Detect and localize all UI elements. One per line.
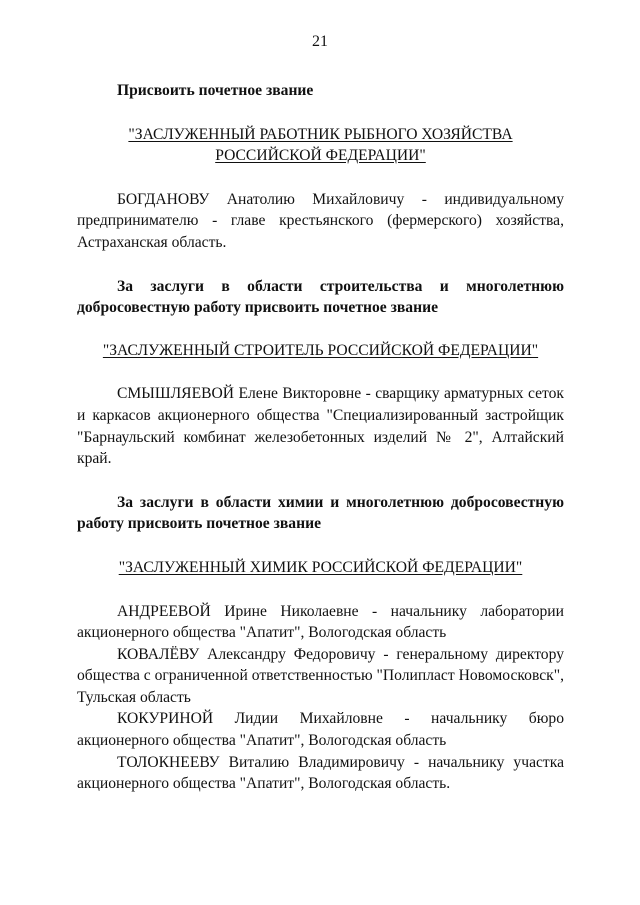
section-intro-chemistry: За заслуги в области химии и многолетнюю добросовестную работу присвоить почетное звание xyxy=(77,493,564,533)
title-builder xyxy=(77,340,564,362)
awardee-kokurina: КОКУРИНОЙ Лидии Михайловне - начальнику бюро акционерного общества "Апатит", Вологодская область xyxy=(77,710,564,750)
awardee-kovalev: КОВАЛЁВУ Александру Федоровичу - генеральному директору общества с ограниченной ответственностью "Полипласт Новомосковск", Тульская область xyxy=(77,645,564,706)
awardee-smyshlyaeva: СМЫШЛЯЕВОЙ Елене Викторовне - сварщику арматурных сеток и каркасов акционерного общества "Специализированный застройщик "Барнаульский комбинат железобетонных изделий № 2", Алтайский край. xyxy=(77,385,564,468)
awardee-andreeva: АНДРЕЕВОЙ Ирине Николаевне - начальнику лаборатории акционерного общества "Апатит", Вологодская область xyxy=(77,602,564,642)
section-intro-construction: За заслуги в области строительства и многолетнюю добросовестную работу присвоить почетное звание xyxy=(77,277,564,317)
title-builder-line-1: "ЗАСЛУЖЕННЫЙ СТРОИТЕЛЬ РОССИЙСКОЙ ФЕДЕРАЦИИ" xyxy=(102,341,539,359)
awardee-tolokneev: ТОЛОКНЕЕВУ Виталию Владимировичу - начальнику участка акционерного общества "Апатит", Вологодская область. xyxy=(77,753,564,793)
title-chemist-line-1: "ЗАСЛУЖЕННЫЙ ХИМИК РОССИЙСКОЙ ФЕДЕРАЦИИ" xyxy=(118,558,523,576)
title-fishery-line-2: РОССИЙСКОЙ ФЕДЕРАЦИИ" xyxy=(215,147,426,165)
awardee-bogdanov: БОГДАНОВУ Анатолию Михайловичу - индивидуальному предпринимателю - главе крестьянского (фермерского) хозяйства, Астраханская область. xyxy=(77,190,564,251)
page-number: 21 xyxy=(312,33,328,50)
title-fishery-line-1: "ЗАСЛУЖЕННЫЙ РАБОТНИК РЫБНОГО ХОЗЯЙСТВА xyxy=(128,125,513,143)
document-body xyxy=(77,80,564,795)
section-intro-fishery: Присвоить почетное звание xyxy=(117,82,314,99)
title-chemist xyxy=(77,557,564,579)
title-fishery xyxy=(77,124,564,167)
